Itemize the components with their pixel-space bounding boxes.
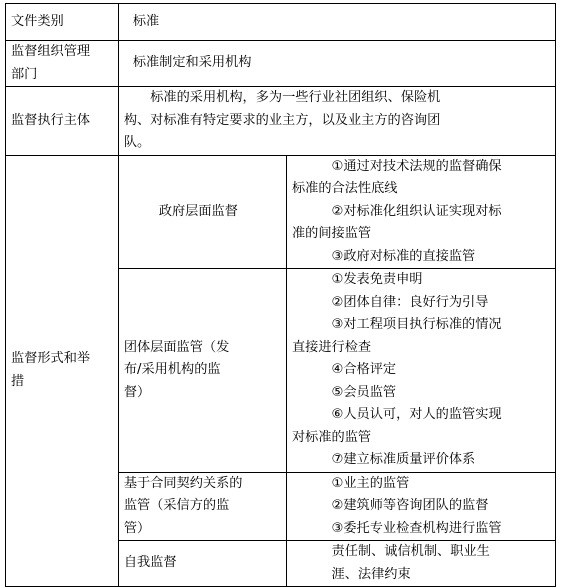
contract-name-line3: 管） xyxy=(123,520,151,536)
value-category: 标准 xyxy=(118,4,555,41)
self-name: 自我监督 xyxy=(118,541,286,587)
group-measures xyxy=(286,269,555,473)
group-name xyxy=(118,269,286,473)
value-executor-line1: 标准的采用机构，多为一些行业社团组织、保险机 xyxy=(150,90,441,105)
contract-name-line1: 基于合同契约关系的 xyxy=(123,475,243,491)
label-forms xyxy=(6,155,119,587)
label-org xyxy=(6,41,119,87)
gov-line-3: ②对标准化组织认证实现对标 xyxy=(331,203,502,219)
contract-name xyxy=(118,472,286,541)
gov-line-1: ①通过对技术法规的监督确保 xyxy=(331,158,502,174)
group-name-line3: 督） xyxy=(123,384,151,400)
contract-name-line2: 监管（采信方的监 xyxy=(123,498,230,513)
value-executor xyxy=(118,87,555,156)
gov-measures xyxy=(286,155,555,269)
contract-line-3: ③委托专业检查机构进行监管 xyxy=(331,520,502,536)
label-org-line2: 部门 xyxy=(11,66,38,82)
contract-line-2: ②建筑师等咨询团队的监督 xyxy=(331,498,489,513)
gov-line-2: 标准的合法性底线 xyxy=(291,181,398,196)
supervision-table xyxy=(5,3,556,587)
group-line-4: 直接进行检查 xyxy=(291,339,372,355)
contract-line-1: ①业主的监管 xyxy=(331,475,410,491)
group-line-9: ⑦建立标准质量评价体系 xyxy=(331,452,476,467)
group-name-line2: 布/采用机构的监 xyxy=(123,362,221,377)
label-executor: 监督执行主体 xyxy=(6,87,119,156)
group-line-5: ④合格评定 xyxy=(331,362,397,377)
self-line-2: 涯、法律约束 xyxy=(331,566,411,582)
gov-line-5: ③政府对标准的直接监管 xyxy=(331,248,476,264)
contract-measures xyxy=(286,472,555,541)
label-forms-line2: 措 xyxy=(11,373,25,389)
row-category xyxy=(6,4,556,41)
self-line-1: 责任制、诚信机制、职业生 xyxy=(331,544,490,559)
value-executor-line2: 构、对标准有特定要求的业主方，以及业主方的咨询团 xyxy=(123,112,441,128)
gov-line-4: 准的间接监管 xyxy=(291,226,372,241)
value-org: 标准制定和采用机构 xyxy=(118,41,555,87)
row-gov xyxy=(6,155,556,269)
value-executor-line3: 队。 xyxy=(123,135,151,150)
row-executor xyxy=(6,87,556,156)
group-line-7: ⑥人员认可，对人的监管实现 xyxy=(331,407,502,422)
group-name-line1: 团体层面监管（发 xyxy=(123,339,230,355)
row-org xyxy=(6,41,556,87)
label-category: 文件类别 xyxy=(6,4,119,41)
group-line-1: ①发表免责申明 xyxy=(331,272,423,287)
group-line-3: ③对工程项目执行标准的情况 xyxy=(331,317,502,332)
label-org-line1: 监督组织管理 xyxy=(11,44,91,59)
gov-name: 政府层面监督 xyxy=(118,155,286,269)
group-line-6: ⑤会员监管 xyxy=(331,384,397,400)
group-line-8: 对标准的监管 xyxy=(291,429,372,445)
group-line-2: ②团体自律：良好行为引导 xyxy=(331,294,489,310)
label-forms-line1: 监督形式和举 xyxy=(11,351,91,367)
